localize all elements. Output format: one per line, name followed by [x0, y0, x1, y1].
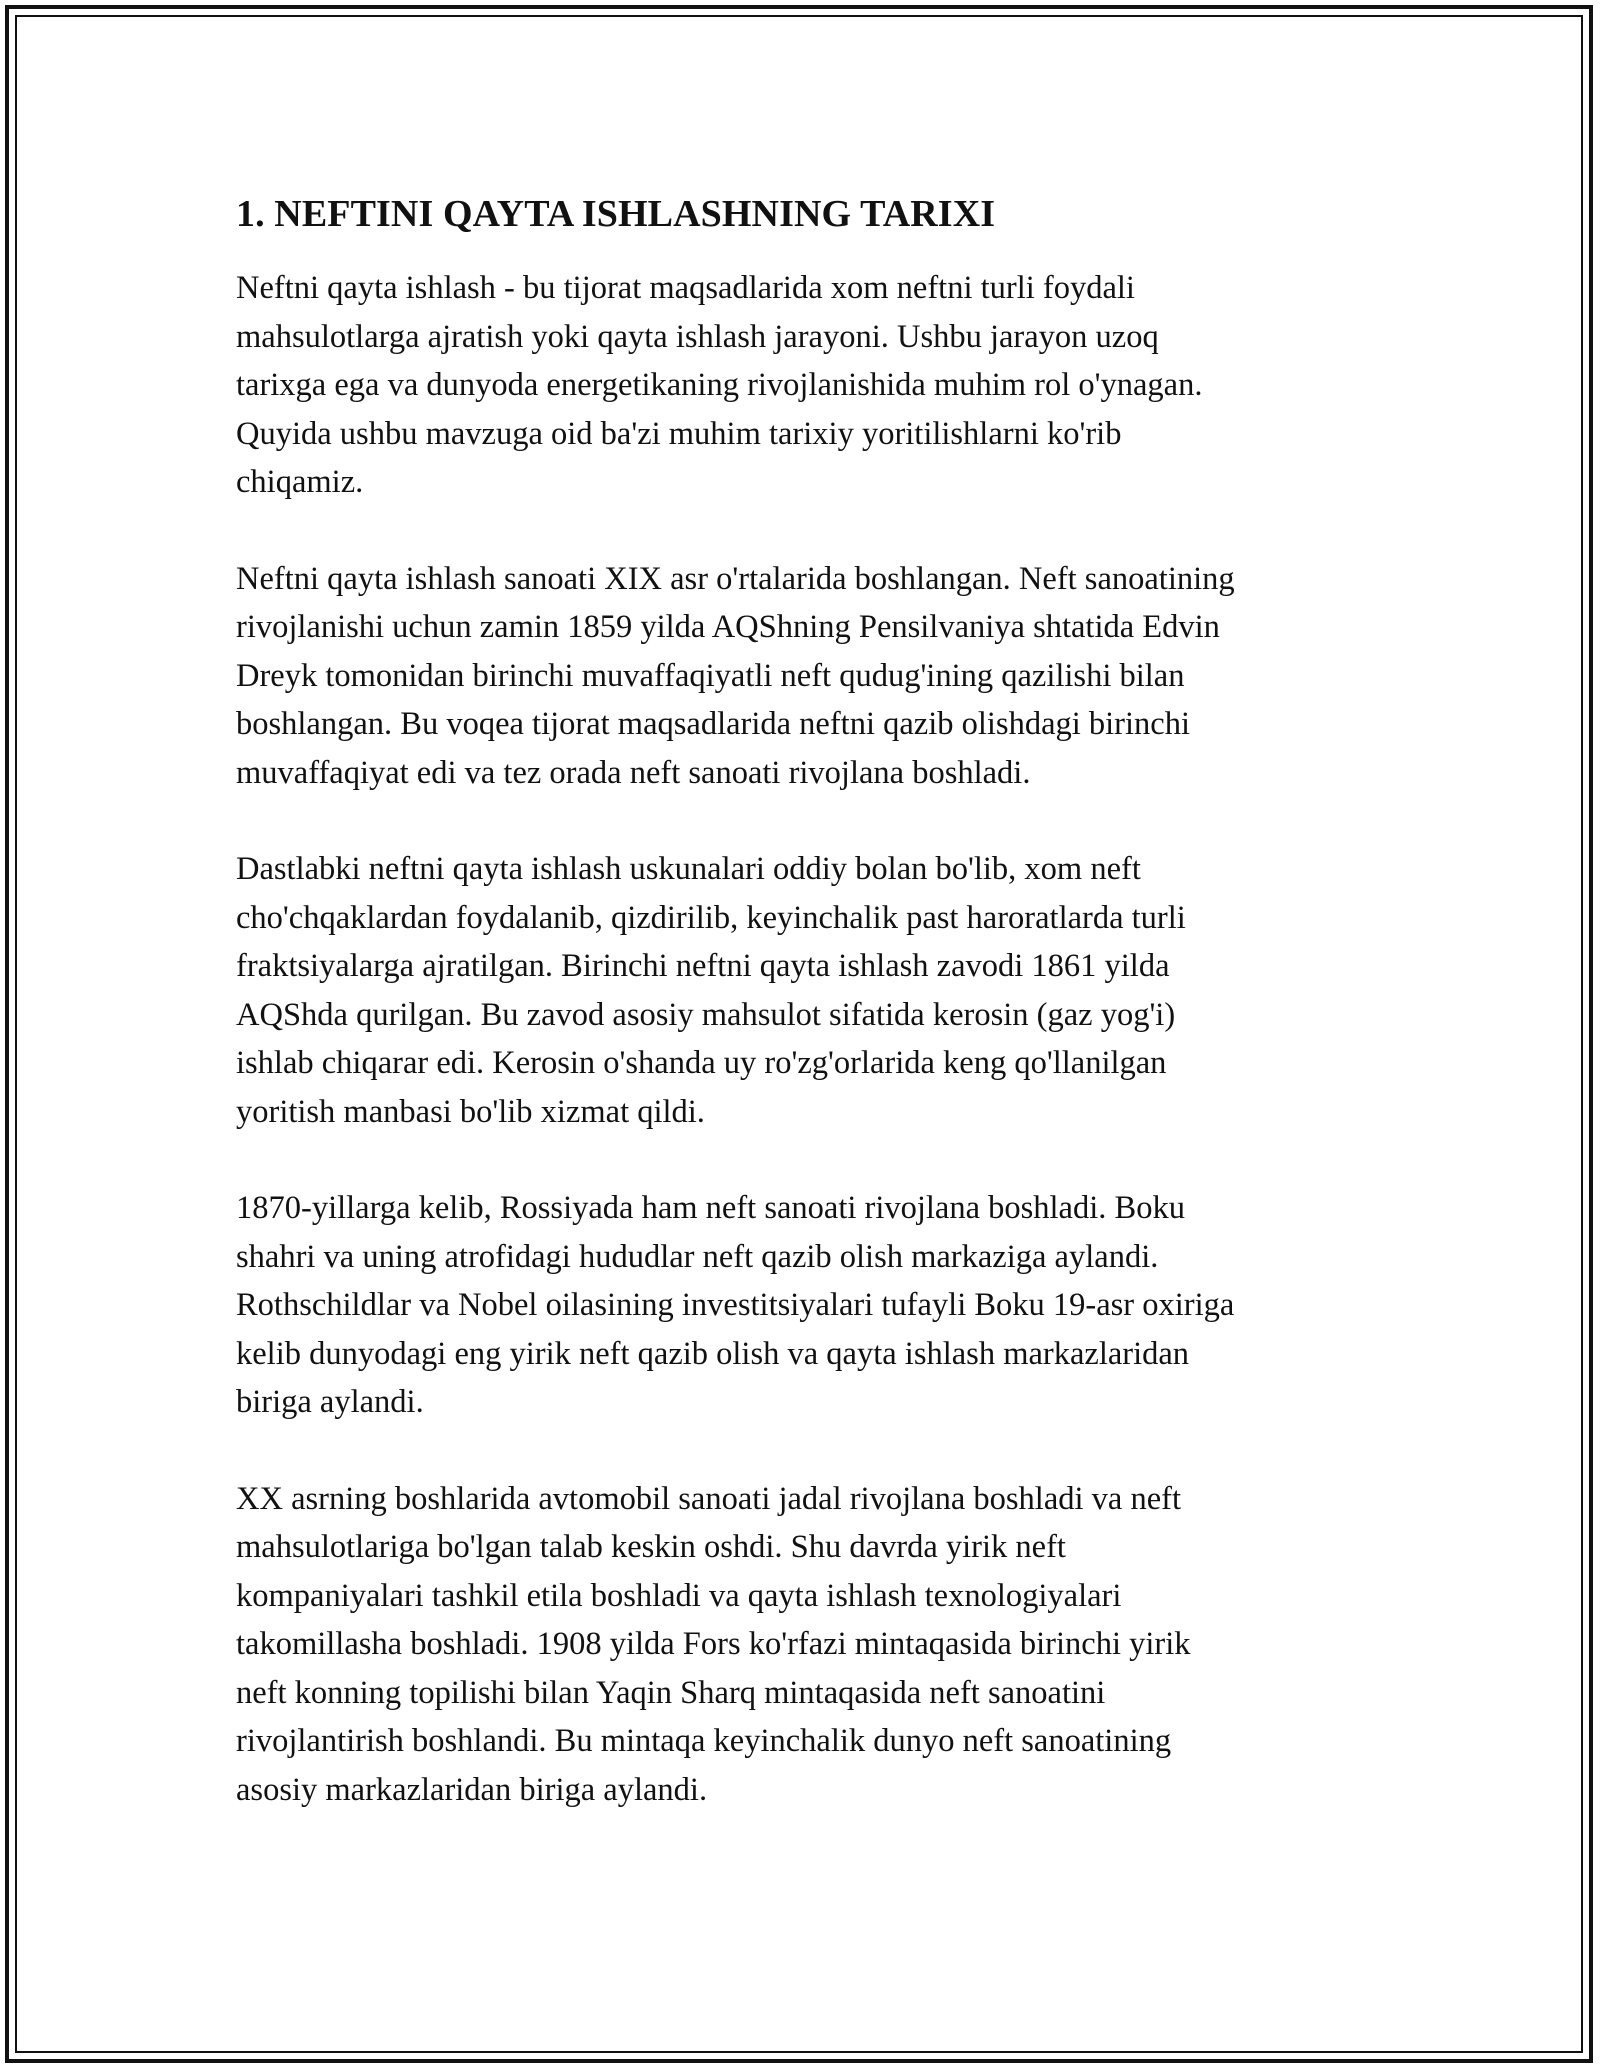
document-body	[236, 186, 1376, 1862]
paragraph-twentieth-century: XX asrning boshlarida avtomobil sanoati jadal rivojlana boshladi va neft mahsulotlariga bo'lgan talab keskin oshdi. Shu davrda yirik neft kompaniyalari tashkil etila boshladi va qayta ishlash texnologiyalari takomillasha boshladi. 1908 yilda Fors ko'rfazi mintaqasida birinchi yirik neft konning topilishi bilan Yaqin Sharq mintaqasida neft sanoatini rivojlantirish boshlandi. Bu mintaqa keyinchalik dunyo neft sanoatining asosiy markazlaridan biriga aylandi.	[236, 1480, 1191, 1808]
paragraph-russia-baku: 1870-yillarga kelib, Rossiyada ham neft sanoati rivojlana boshladi. Boku shahri va uning atrofidagi hududlar neft qazib olish markaziga aylandi. Rothschildlar va Nobel oilasining investitsiyalari tufayli Boku 19-asr oxiriga kelib dunyodagi eng yirik neft qazib olish va qayta ishlash markazlaridan biriga aylandi.	[236, 1190, 1235, 1420]
paragraph-early-refining: Dastlabki neftni qayta ishlash uskunalari oddiy bolan bo'lib, xom neft cho'chqaklardan foydalanib, qizdirilib, keyinchalik past haroratlarda turli fraktsiyalarga ajratilgan. Birinchi neftni qayta ishlash zavodi 1861 yilda AQShda qurilgan. Bu zavod asosiy mahsulot sifatida kerosin (gaz yog'i) ishlab chiqarar edi. Kerosin o'shanda uy ro'zg'orlarida keng qo'llanilgan yoritish manbasi bo'lib xizmat qildi.	[236, 851, 1186, 1130]
paragraph-introduction: Neftni qayta ishlash - bu tijorat maqsadlarida xom neftni turli foydali mahsulotlarga ajratish yoki qayta ishlash jarayoni. Ushbu jarayon uzoq tarixga ega va dunyoda energetikaning rivojlanishida muhim rol o'ynagan. Quyida ushbu mavzuga oid ba'zi muhim tarixiy yoritilishlarni ko'rib chiqamiz.	[236, 270, 1203, 500]
paragraph-origins: Neftni qayta ishlash sanoati XIX asr o'rtalarida boshlangan. Neft sanoatining rivojlanishi uchun zamin 1859 yilda AQShning Pensilvaniya shtatida Edvin Dreyk tomonidan birinchi muvaffaqiyatli neft qudug'ining qazilishi bilan boshlangan. Bu voqea tijorat maqsadlarida neftni qazib olishdagi birinchi muvaffaqiyat edi va tez orada neft sanoati rivojlana boshladi.	[236, 560, 1235, 791]
document-title: 1. NEFTINI QAYTA ISHLASHNING TARIXI	[236, 193, 996, 235]
